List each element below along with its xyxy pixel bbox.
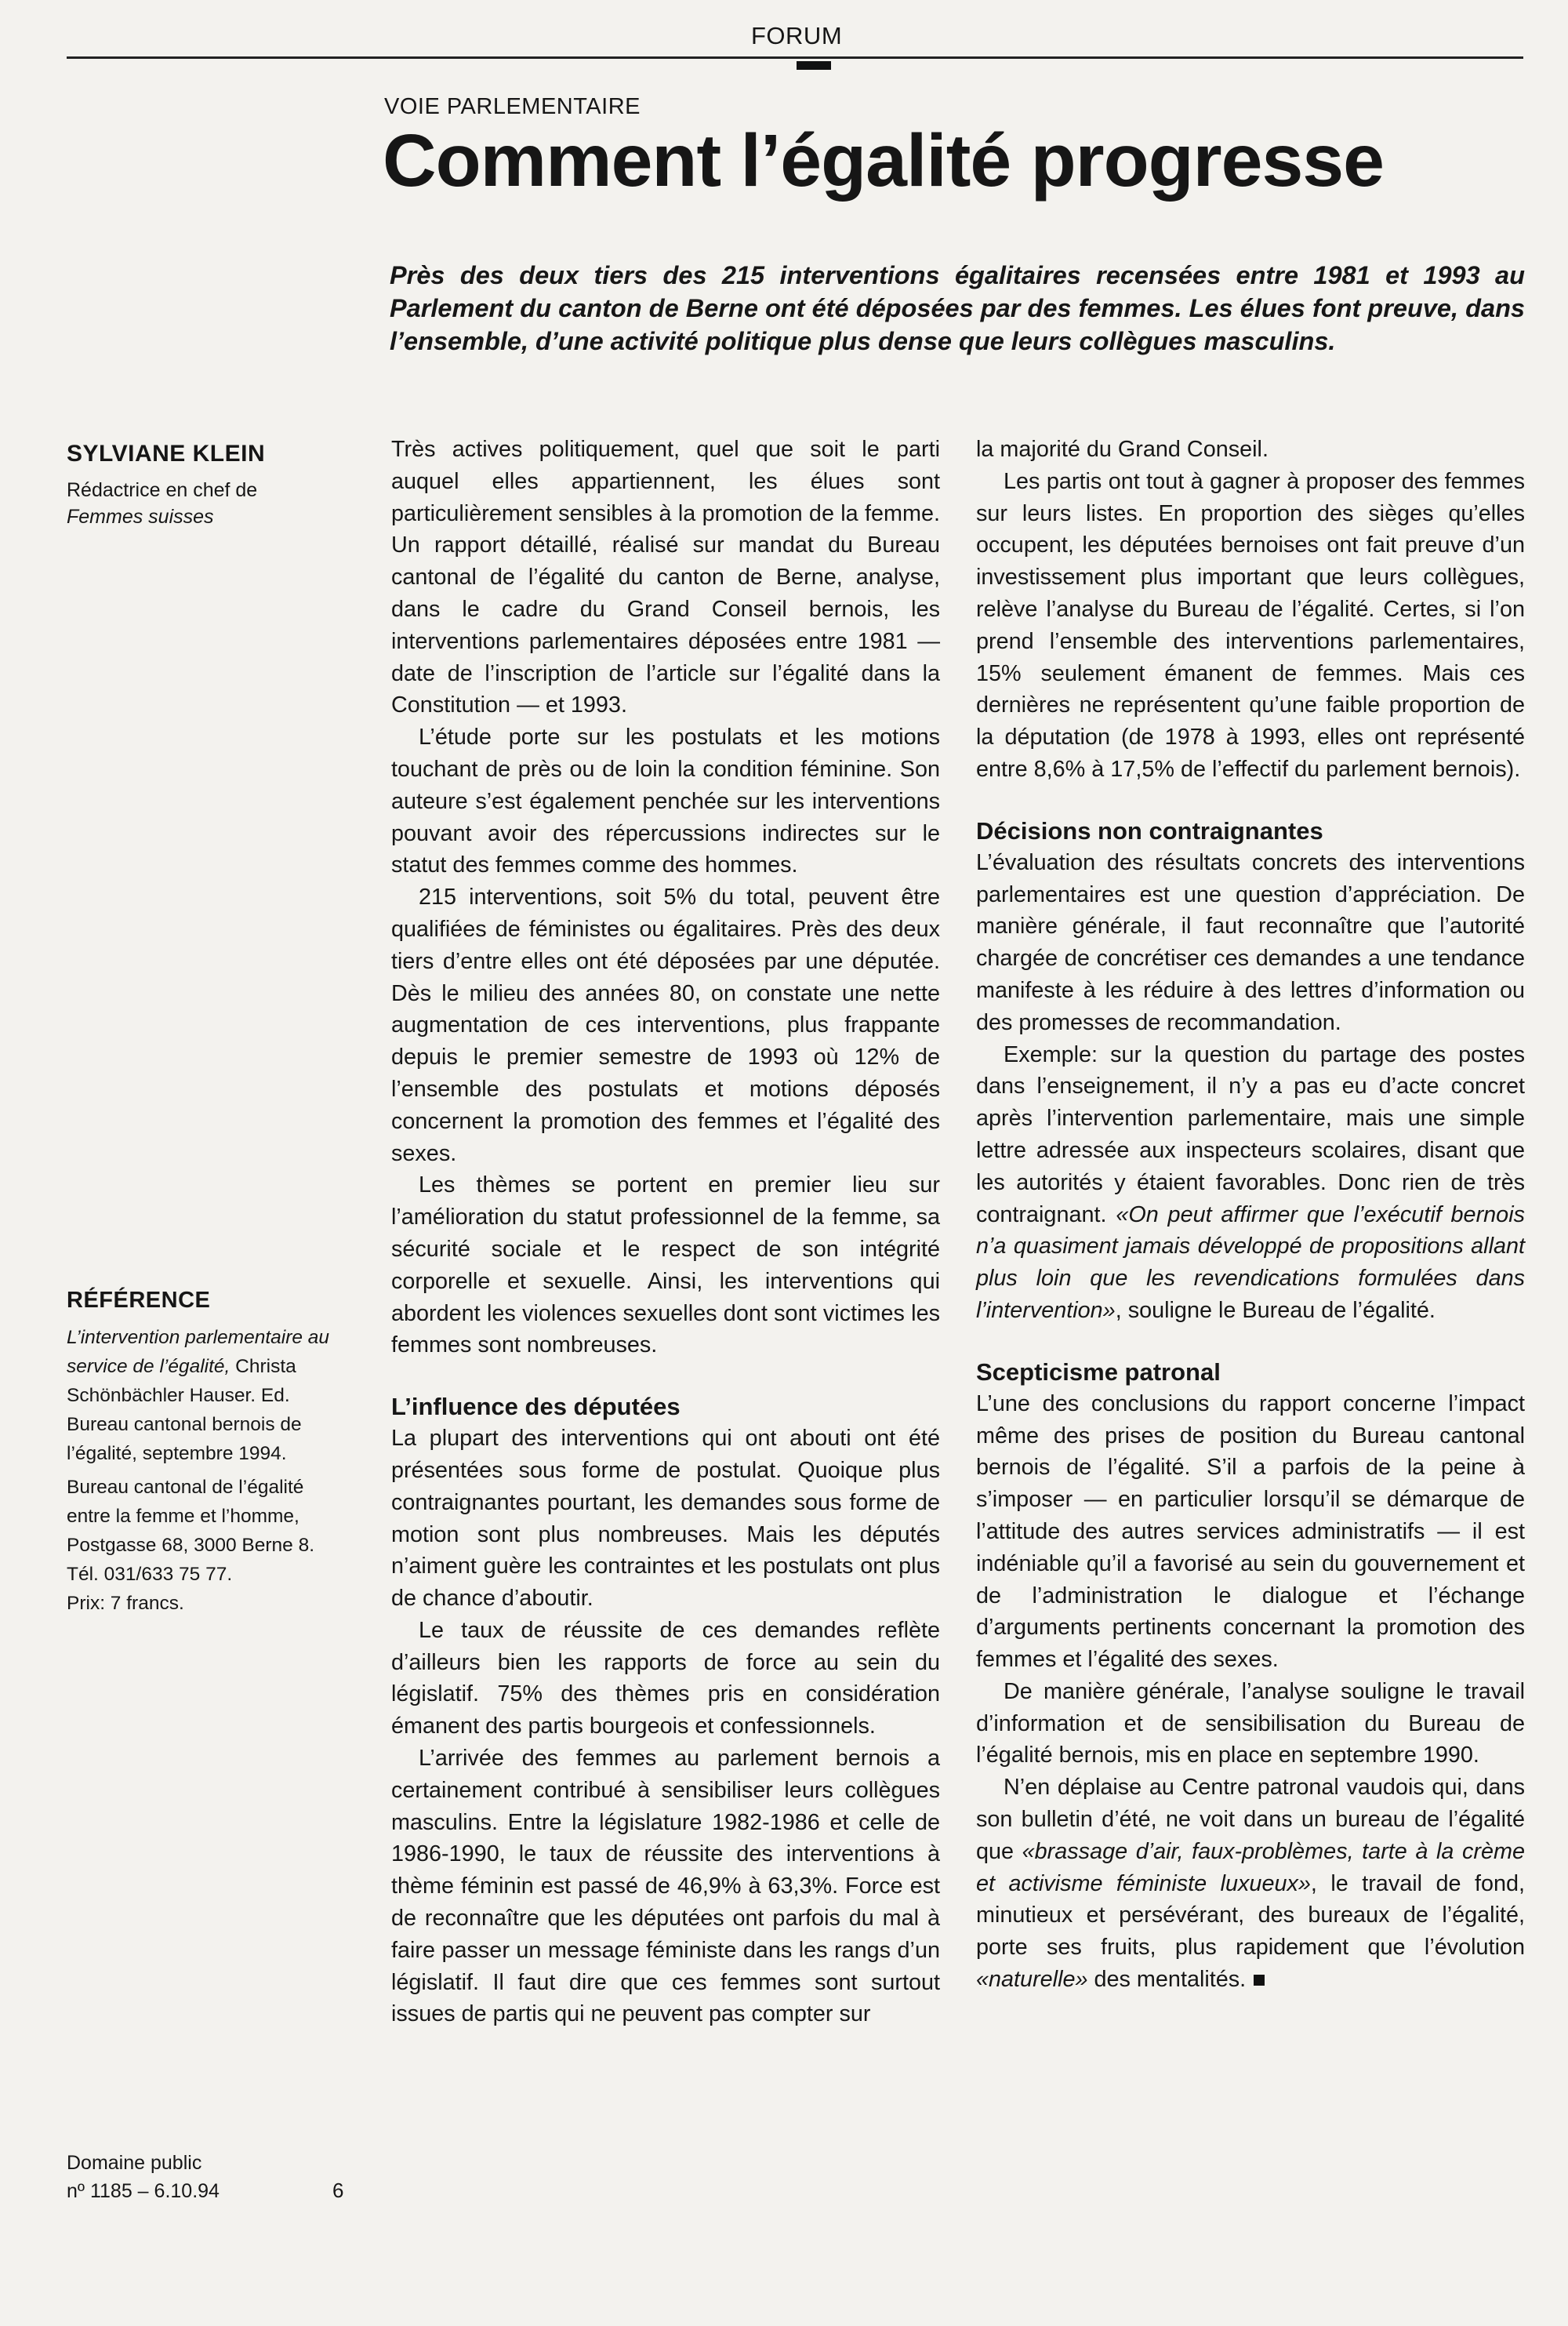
paragraph: Très actives politiquement, quel que soit le parti auquel elles appartiennent, les élues sont particulièrement sensibles à la promotion de la femme. Un rapport détaillé, réalisé sur mandat du Bureau cantonal de l’égalité du canton de Berne, analyse, dans le cadre du Grand Conseil bernois, les interventions parlementaires déposées entre 1981 — date de l’inscription de l’article sur l’égalité dans la Constitution — et 1993. (391, 437, 940, 718)
publication-footer (67, 2149, 349, 2205)
reference-block (67, 1286, 349, 1618)
author-role (67, 477, 349, 530)
end-of-article-mark (1254, 1975, 1265, 1986)
paragraph: La plupart des interventions qui ont abouti ont été présentées sous forme de postulat. Quoique plus contraignantes pourtant, les demandes sous forme de motion sont plus nombreuses. Mais les députés n’aiment guère les contraintes et les postulats ont plus de chance d’aboutir. (391, 1426, 940, 1612)
reference-heading: RÉFÉRENCE (67, 1288, 211, 1313)
paragraph: 215 interventions, soit 5% du total, peuvent être qualifiées de féministes ou égalitaires. Près des deux tiers d’entre elles ont été déposées par une députée. Dès le milieu des années 80, on constate une nette augmentation de ces interventions, plus frappante depuis le premier semestre de 1993 où 12% de l’ensemble des postulats et motions déposés concernent la promotion des femmes et l’égalité des sexes. (391, 885, 940, 1166)
section-label: FORUM (751, 22, 843, 49)
quote: «naturelle» (976, 1967, 1088, 1993)
top-rule (67, 56, 1523, 59)
publication-issue: nº 1185 – 6.10.94 (67, 2180, 220, 2202)
section-tab-marker (797, 61, 831, 70)
paragraph: la majorité du Grand Conseil. (976, 437, 1269, 462)
paragraph: L’une des conclusions du rapport concerne l’impact même des prises de position du Bureau cantonal bernois de l’égalité. S’il a parfois de la peine à s’imposer — en particulier lorsqu’il se démarque de l’attitude des autres services administratifs — il est indéniable qu’il a favorisé au sein du gouvernement et de l’administration le dialogue et l’échange d’arguments pertinents concernant la promotion des femmes et l’égalité des sexes. (976, 1390, 1525, 1673)
publication-name: Domaine public (67, 2152, 202, 2174)
paragraph: Les partis ont tout à gagner à proposer des femmes sur leurs listes. En proportion des sièges qu’elles occupent, les députées bernoises ont fait preuve d’un investissement plus important que leurs collègues, relève l’analyse du Bureau de l’égalité. Certes, si l’on prend l’ensemble des interventions parlementaires, 15% seulement émanent de femmes. Mais ces dernières ne représentent qu’une faible proportion de la députation (de 1978 à 1993, elles ont représenté entre 8,6% à 17,5% de l’effectif du parlement bernois). (976, 468, 1525, 782)
paragraph: Le taux de réussite de ces demandes reflète d’ailleurs bien les rapports de force au sein du législatif. 75% des thèmes pris en considération émanent des partis bourgeois et confessionnels. (391, 1617, 940, 1739)
subheading: L’influence des députées (391, 1393, 681, 1421)
reference-price: Prix: 7 francs. (67, 1593, 184, 1614)
reference-book-details: Christa Schönbächler Hauser. Ed. Bureau cantonal bernois de l’égalité, septembre 1994. (67, 1356, 302, 1464)
author-name: SYLVIANE KLEIN (67, 441, 266, 467)
paragraph: L’étude porte sur les postulats et les motions touchant de près ou de loin la condition féminine. Son auteure s’est également penchée sur les interventions pouvant avoir des répercussions indirectes sur le statut des femmes comme des hommes. (391, 725, 940, 878)
paragraph: L’évaluation des résultats concrets des interventions parlementaires est une question d’appréciation. De manière générale, il faut reconnaître que l’autorité chargée de concrétiser ces demandes a une tendance manifeste à les réduire à des lettres d’information ou des promesses de recommandation. (976, 849, 1525, 1035)
reference-phone: Tél. 031/633 75 77. (67, 1564, 233, 1585)
author-block (67, 441, 349, 530)
author-publication: Femmes suisses (67, 506, 214, 528)
subheading: Décisions non contraignantes (976, 816, 1323, 845)
kicker: VOIE PARLEMENTAIRE (384, 94, 641, 119)
author-role-line: Rédactrice en chef de (67, 479, 258, 501)
text-run: , souligne le Bureau de l’égalité. (1115, 1297, 1436, 1323)
subheading: Scepticisme patronal (976, 1357, 1221, 1386)
reference-book (67, 1323, 349, 1468)
paragraph (976, 1039, 1525, 1327)
body-column-2 (976, 434, 1525, 1996)
article-lead: Près des deux tiers des 215 interventions égalitaires recensées entre 1981 et 1993 au Parlement du canton de Berne ont été déposées par des femmes. Les élues font preuve, dans l’ensemble, d’une activité politique plus dense que leurs collègues masculins. (390, 261, 1525, 355)
paragraph (976, 1772, 1525, 1996)
text-run: , le travail de fond, minutieux et persévérant, des bureaux de l’égalité, porte ses fruits, plus rapidement que l’évolution (976, 1870, 1526, 1961)
reference-address: Bureau cantonal de l’égalité entre la femme et l’homme, Postgasse 68, 3000 Berne 8. (67, 1477, 314, 1556)
reference-book-title: L’intervention parlementaire au service de l’égalité, (67, 1327, 330, 1377)
body-column-1 (391, 434, 940, 2030)
text-run: Exemple: sur la question du partage des postes dans l’enseignement, il n’y a pas eu d’acte concret après l’intervention parlementaire, mais une simple lettre adressée aux inspecteurs scolaires, disant que les autorités y étaient favorables. Donc rien de très contraignant. (976, 1041, 1525, 1227)
page-number: 6 (332, 2179, 344, 2202)
article-title: Comment l’égalité progresse (383, 119, 1384, 202)
text-run: des mentalités. (1087, 1967, 1247, 1993)
quote: «On peut affirmer que l’exécutif bernois n’a quasiment jamais développé de propositions allant plus loin que les revendications formulées dans l’intervention» (976, 1201, 1525, 1323)
text-run: N’en déplaise au Centre patronal vaudois qui, dans son bulletin d’été, ne voit dans un bureau de l’égalité que (976, 1775, 1525, 1864)
quote: «brassage d’air, faux-problèmes, tarte à la crème et activisme féministe luxueux» (976, 1838, 1525, 1896)
paragraph: De manière générale, l’analyse souligne le travail d’information et de sensibilisation du Bureau de l’égalité bernois, mis en place en septembre 1990. (976, 1678, 1525, 1768)
paragraph: L’arrivée des femmes au parlement bernois a certainement contribué à sensibiliser leurs collègues masculins. Entre la législature 1982-1986 et celle de 1986-1990, le taux de réussite des interventions à thème féminin est passé de 46,9% à 63,3%. Force est de reconnaître que les députées ont parfois du mal à faire passer un message féministe dans les rangs d’un législatif. Il faut dire que ces femmes sont surtout issues de partis qui ne peuvent pas compter sur (391, 1746, 940, 2027)
paragraph: Les thèmes se portent en premier lieu sur l’amélioration du statut professionnel de la femme, sa sécurité sociale et le respect de son intégrité corporelle et sexuelle. Ainsi, les interventions qui abordent les violences sexuelles dont sont victimes les femmes sont nombreuses. (391, 1172, 940, 1358)
